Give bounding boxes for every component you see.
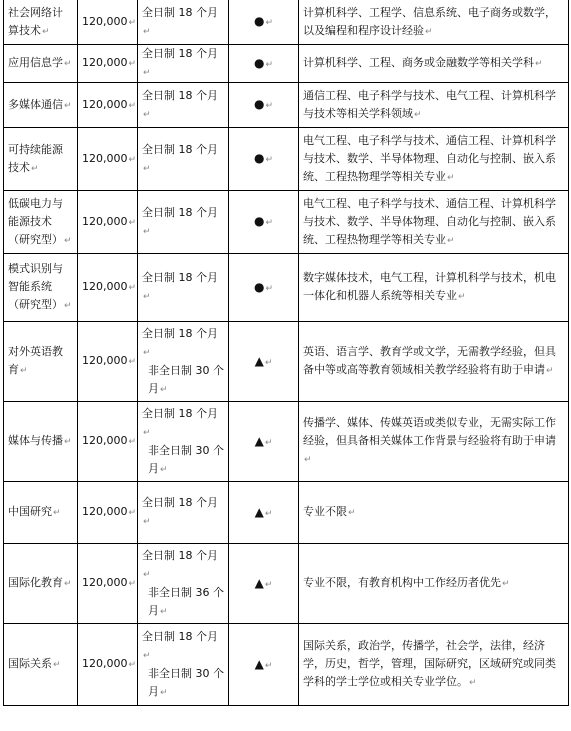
- return-mark-icon: ↵: [265, 18, 274, 28]
- tuition-cell: [78, 83, 138, 128]
- tuition-cell: [78, 624, 138, 706]
- requirements-cell: [299, 45, 569, 83]
- return-mark-icon: ↵: [128, 17, 137, 28]
- availability-mark-cell: [229, 254, 299, 322]
- study-mode-text: 非全日制 30 个月: [148, 443, 224, 475]
- requirements-cell-text: 通信工程、电子科学与技术、电气工程、计算机科学与技术等相关学科领域: [303, 88, 556, 120]
- availability-mark-cell-text: ●: [253, 14, 265, 28]
- return-mark-icon: ↵: [64, 437, 72, 447]
- return-mark-icon: ↵: [128, 660, 137, 670]
- availability-mark-cell: [229, 402, 299, 482]
- tuition-cell: [78, 482, 138, 544]
- study-mode-line: [142, 4, 224, 41]
- return-mark-icon: ↵: [143, 26, 151, 37]
- tuition-cell-text: 120,000: [82, 214, 128, 228]
- requirements-cell-text: 电气工程、电子科学与技术、通信工程、计算机科学与技术、数学、半导体物理、自动化与控制、嵌入系统、工程热物理学等相关专业: [303, 133, 556, 183]
- return-mark-icon: ↵: [143, 650, 151, 661]
- table-row: [4, 624, 569, 706]
- table-row: [4, 191, 569, 254]
- study-mode-text: 全日制 18 个月: [142, 496, 218, 509]
- return-mark-icon: ↵: [143, 427, 151, 438]
- program-name-cell: [4, 83, 78, 128]
- requirements-cell: [299, 83, 569, 128]
- requirements-cell-text: 专业不限: [303, 505, 347, 518]
- study-mode-cell: [138, 128, 229, 191]
- study-mode-line: [142, 665, 224, 702]
- tuition-cell: [78, 191, 138, 254]
- requirements-cell-text: 计算机科学、工程、商务或金融数学等相关学科: [303, 56, 534, 69]
- table-row: [4, 482, 569, 544]
- return-mark-icon: ↵: [265, 218, 274, 228]
- table-row: [4, 83, 569, 128]
- table-row: [4, 254, 569, 322]
- return-mark-icon: ↵: [160, 464, 168, 475]
- availability-mark-cell: [229, 128, 299, 191]
- return-mark-icon: ↵: [128, 154, 137, 165]
- return-mark-icon: ↵: [128, 217, 137, 228]
- return-mark-icon: ↵: [469, 678, 477, 688]
- program-name-cell: [4, 322, 78, 402]
- availability-mark-cell-text: ▲: [254, 504, 264, 519]
- program-name-cell-text: 低碳电力与能源技术（研究型）: [8, 196, 63, 246]
- return-mark-icon: ↵: [128, 508, 137, 518]
- return-mark-icon: ↵: [143, 292, 151, 302]
- return-mark-icon: ↵: [128, 59, 137, 69]
- return-mark-icon: ↵: [53, 508, 61, 518]
- tuition-cell-text: 120,000: [82, 14, 128, 28]
- return-mark-icon: ↵: [143, 569, 151, 580]
- availability-mark-cell: [229, 544, 299, 624]
- availability-mark-cell-text: ▲: [254, 353, 264, 368]
- return-mark-icon: ↵: [64, 301, 72, 311]
- return-mark-icon: ↵: [160, 606, 168, 617]
- requirements-cell: [299, 482, 569, 544]
- tuition-cell: [78, 254, 138, 322]
- study-mode-line: [142, 405, 224, 442]
- study-mode-cell: [138, 191, 229, 254]
- program-name-cell: [4, 0, 78, 45]
- programs-table: [3, 0, 569, 706]
- table-row: [4, 128, 569, 191]
- program-name-cell-text: 可持续能源技术: [8, 142, 63, 174]
- study-mode-text: 非全日制 30 个月: [148, 666, 224, 698]
- table-row: [4, 45, 569, 83]
- study-mode-cell: [138, 322, 229, 402]
- return-mark-icon: ↵: [128, 579, 137, 589]
- tuition-cell-text: 120,000: [82, 657, 128, 670]
- availability-mark-cell: [229, 0, 299, 45]
- table-row: [4, 0, 569, 45]
- return-mark-icon: ↵: [20, 366, 28, 376]
- study-mode-text: 全日制 18 个月: [142, 205, 218, 219]
- return-mark-icon: ↵: [128, 437, 137, 447]
- return-mark-icon: ↵: [128, 357, 137, 367]
- return-mark-icon: ↵: [143, 163, 151, 174]
- return-mark-icon: ↵: [264, 508, 273, 519]
- tuition-cell-text: 120,000: [82, 280, 128, 293]
- study-mode-text: 全日制 18 个月: [142, 47, 218, 60]
- return-mark-icon: ↵: [414, 109, 422, 120]
- study-mode-text: 全日制 18 个月: [142, 548, 218, 562]
- availability-mark-cell-text: ●: [253, 55, 265, 70]
- return-mark-icon: ↵: [64, 235, 72, 246]
- return-mark-icon: ↵: [64, 579, 72, 589]
- study-mode-text: 全日制 18 个月: [142, 326, 218, 340]
- availability-mark-cell-text: ▲: [254, 433, 264, 448]
- return-mark-icon: ↵: [502, 579, 510, 589]
- program-name-cell-text: 国际化教育: [8, 576, 63, 589]
- study-mode-cell: [138, 544, 229, 624]
- requirements-cell-text: 数字媒体技术，电气工程，计算机科学与技术，机电一体化和机器人系统等相关专业: [303, 271, 556, 302]
- tuition-cell-text: 120,000: [82, 505, 128, 518]
- tuition-cell-text: 120,000: [82, 354, 128, 367]
- study-mode-cell: [138, 0, 229, 45]
- availability-mark-cell: [229, 482, 299, 544]
- program-name-cell: [4, 624, 78, 706]
- availability-mark-cell: [229, 45, 299, 83]
- program-name-cell: [4, 544, 78, 624]
- return-mark-icon: ↵: [143, 68, 151, 78]
- study-mode-line: [142, 584, 224, 621]
- return-mark-icon: ↵: [128, 283, 137, 293]
- tuition-cell-text: 120,000: [82, 56, 128, 69]
- return-mark-icon: ↵: [143, 226, 151, 237]
- availability-mark-cell-text: ▲: [254, 575, 264, 590]
- return-mark-icon: ↵: [160, 687, 168, 698]
- return-mark-icon: ↵: [160, 384, 168, 395]
- tuition-cell: [78, 0, 138, 45]
- program-name-cell-text: 国际关系: [8, 657, 52, 670]
- availability-mark-cell-text: ●: [253, 151, 265, 165]
- study-mode-line: [142, 442, 224, 479]
- study-mode-cell: [138, 254, 229, 322]
- return-mark-icon: ↵: [143, 109, 151, 120]
- requirements-cell: [299, 128, 569, 191]
- requirements-cell: [299, 0, 569, 45]
- requirements-cell: [299, 322, 569, 402]
- return-mark-icon: ↵: [265, 59, 274, 70]
- study-mode-line: [142, 141, 224, 178]
- return-mark-icon: ↵: [264, 357, 273, 368]
- return-mark-icon: ↵: [265, 283, 274, 294]
- program-name-cell-text: 多媒体通信: [8, 97, 63, 111]
- return-mark-icon: ↵: [143, 347, 151, 358]
- return-mark-icon: ↵: [264, 579, 273, 590]
- return-mark-icon: ↵: [425, 26, 433, 37]
- tuition-cell-text: 120,000: [82, 151, 128, 165]
- study-mode-text: 全日制 18 个月: [142, 406, 218, 420]
- program-name-cell: [4, 45, 78, 83]
- program-name-cell-text: 中国研究: [8, 505, 52, 518]
- return-mark-icon: ↵: [447, 235, 455, 246]
- requirements-cell: [299, 624, 569, 706]
- requirements-cell: [299, 191, 569, 254]
- availability-mark-cell: [229, 191, 299, 254]
- return-mark-icon: ↵: [264, 437, 273, 448]
- program-name-cell-text: 对外英语教育: [8, 345, 63, 376]
- tuition-cell-text: 120,000: [82, 97, 128, 111]
- study-mode-line: [142, 269, 224, 306]
- study-mode-text: 全日制 18 个月: [142, 271, 218, 284]
- availability-mark-cell-text: ●: [253, 279, 265, 294]
- program-name-cell-text: 模式识别与智能系统（研究型）: [8, 262, 63, 311]
- study-mode-line: [142, 362, 224, 399]
- tuition-cell-text: 120,000: [82, 434, 128, 447]
- study-mode-cell: [138, 83, 229, 128]
- study-mode-line: [142, 547, 224, 584]
- program-name-cell: [4, 482, 78, 544]
- return-mark-icon: ↵: [264, 660, 273, 671]
- return-mark-icon: ↵: [304, 455, 312, 465]
- return-mark-icon: ↵: [64, 100, 72, 111]
- tuition-cell: [78, 322, 138, 402]
- requirements-cell-text: 国际关系，政治学，传播学，社会学，法律，经济学，历史，哲学，管理，国际研究，区域研究或同类学科的学士学位或相关专业学位。: [303, 639, 556, 688]
- study-mode-text: 全日制 18 个月: [142, 629, 218, 643]
- return-mark-icon: ↵: [128, 100, 137, 111]
- availability-mark-cell-text: ▲: [254, 656, 264, 671]
- tuition-cell: [78, 45, 138, 83]
- table-row: [4, 544, 569, 624]
- requirements-cell-text: 专业不限，有教育机构中工作经历者优先: [303, 576, 501, 589]
- requirements-cell: [299, 402, 569, 482]
- requirements-cell-text: 传播学、媒体、传媒英语或类似专业，无需实际工作经验，但具备相关媒体工作背景与经验将有助于申请: [303, 416, 556, 447]
- requirements-cell: [299, 544, 569, 624]
- study-mode-line: [142, 204, 224, 241]
- return-mark-icon: ↵: [447, 172, 455, 183]
- return-mark-icon: ↵: [265, 101, 274, 111]
- study-mode-line: [142, 87, 224, 124]
- program-name-cell: [4, 191, 78, 254]
- tuition-cell: [78, 402, 138, 482]
- return-mark-icon: ↵: [31, 163, 39, 174]
- return-mark-icon: ↵: [265, 155, 274, 165]
- study-mode-line: [142, 628, 224, 665]
- return-mark-icon: ↵: [143, 517, 151, 527]
- study-mode-line: [142, 45, 224, 82]
- availability-mark-cell: [229, 322, 299, 402]
- study-mode-text: 非全日制 30 个月: [148, 363, 224, 395]
- tuition-cell: [78, 128, 138, 191]
- study-mode-cell: [138, 45, 229, 83]
- study-mode-line: [142, 494, 224, 531]
- program-name-cell-text: 媒体与传播: [8, 434, 63, 447]
- study-mode-line: [142, 325, 224, 362]
- requirements-cell: [299, 254, 569, 322]
- return-mark-icon: ↵: [42, 26, 50, 37]
- study-mode-cell: [138, 624, 229, 706]
- program-name-cell: [4, 402, 78, 482]
- return-mark-icon: ↵: [535, 59, 543, 69]
- requirements-cell-text: 计算机科学、工程学、信息系统、电子商务或数学，以及编程和程序设计经验: [303, 5, 556, 37]
- program-name-cell: [4, 254, 78, 322]
- programs-table-body: [4, 0, 569, 706]
- table-row: [4, 322, 569, 402]
- program-name-cell: [4, 128, 78, 191]
- study-mode-text: 全日制 18 个月: [142, 142, 218, 156]
- return-mark-icon: ↵: [53, 660, 61, 670]
- availability-mark-cell: [229, 624, 299, 706]
- availability-mark-cell-text: ●: [253, 97, 265, 111]
- study-mode-text: 非全日制 36 个月: [148, 585, 224, 617]
- availability-mark-cell-text: ●: [253, 214, 265, 228]
- tuition-cell: [78, 544, 138, 624]
- study-mode-cell: [138, 482, 229, 544]
- return-mark-icon: ↵: [64, 59, 72, 69]
- return-mark-icon: ↵: [458, 292, 466, 302]
- return-mark-icon: ↵: [546, 366, 554, 376]
- table-row: [4, 402, 569, 482]
- tuition-cell-text: 120,000: [82, 576, 128, 589]
- program-name-cell-text: 社会网络计算技术: [8, 5, 63, 37]
- requirements-cell-text: 英语、语言学、教育学或文学，无需教学经验，但具备中等或高等教育领域相关教学经验将有助于申请: [303, 345, 556, 376]
- study-mode-text: 全日制 18 个月: [142, 5, 218, 19]
- requirements-cell-text: 电气工程、电子科学与技术、通信工程、计算机科学与技术、数学、半导体物理、自动化与控制、嵌入系统、工程热物理学等相关专业: [303, 196, 556, 246]
- program-name-cell-text: 应用信息学: [8, 56, 63, 69]
- study-mode-cell: [138, 402, 229, 482]
- return-mark-icon: ↵: [348, 508, 356, 518]
- study-mode-text: 全日制 18 个月: [142, 88, 218, 102]
- availability-mark-cell: [229, 83, 299, 128]
